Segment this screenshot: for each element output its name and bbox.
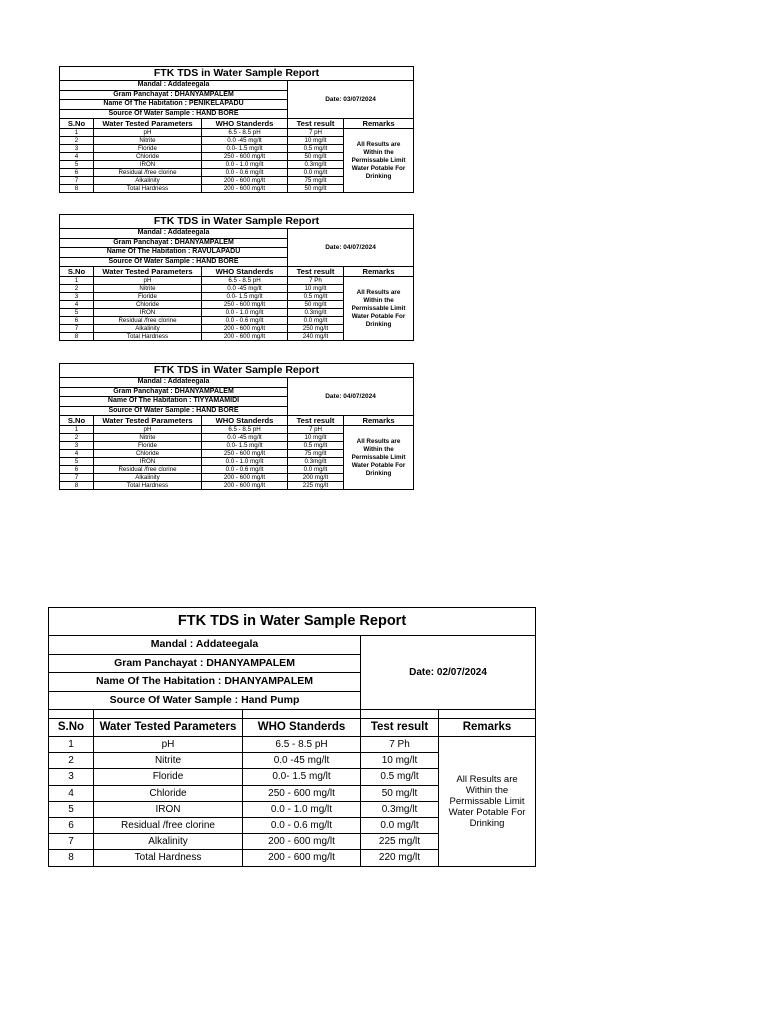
row-who-standard: 200 - 600 mg/lt xyxy=(202,177,288,185)
table-row xyxy=(49,737,536,753)
row-who-standard: 200 - 600 mg/lt xyxy=(243,834,361,850)
row-sno: 3 xyxy=(60,442,94,450)
row-sno: 4 xyxy=(60,301,94,309)
habitation-label: Name Of The Habitation : PENIKELAPADU xyxy=(60,100,288,110)
row-parameter: Floride xyxy=(94,293,202,301)
row-who-standard: 6.5 - 8.5 pH xyxy=(243,737,361,753)
row-who-standard: 0.0- 1.5 mg/lt xyxy=(202,145,288,153)
col-header-parameters: Water Tested Parameters xyxy=(94,719,243,737)
row-parameter: Nitrite xyxy=(94,753,243,769)
gram-panchayat-label: Gram Panchayat : DHANYAMPALEM xyxy=(60,238,288,248)
row-who-standard: 200 - 600 mg/lt xyxy=(202,333,288,341)
row-sno: 6 xyxy=(60,317,94,325)
row-parameter: Residual /free clorine xyxy=(94,169,202,177)
source-label: Source Of Water Sample : HAND BORE xyxy=(60,109,288,119)
row-test-result: 0.0 mg/lt xyxy=(288,466,344,474)
col-header-parameters: Water Tested Parameters xyxy=(94,119,202,129)
row-sno: 7 xyxy=(49,834,94,850)
row-test-result: 0.3mg/lt xyxy=(361,801,439,817)
row-sno: 5 xyxy=(60,309,94,317)
col-header-result: Test result xyxy=(288,267,344,277)
row-test-result: 50 mg/lt xyxy=(288,153,344,161)
row-sno: 6 xyxy=(49,818,94,834)
report-title: FTK TDS in Water Sample Report xyxy=(49,608,536,636)
row-test-result: 220 mg/lt xyxy=(361,850,439,866)
row-test-result: 0.3mg/lt xyxy=(288,458,344,466)
row-sno: 2 xyxy=(60,434,94,442)
habitation-label: Name Of The Habitation : DHANYAMPALEM xyxy=(49,673,361,692)
remarks-cell: All Results are Within the Permissable Limit Water Potable For Drinking xyxy=(439,737,536,867)
row-parameter: Chloride xyxy=(94,785,243,801)
row-sno: 1 xyxy=(49,737,94,753)
row-parameter: IRON xyxy=(94,309,202,317)
gram-panchayat-label: Gram Panchayat : DHANYAMPALEM xyxy=(49,654,361,673)
row-parameter: Residual /free clorine xyxy=(94,466,202,474)
water-report-penikelapadu xyxy=(59,66,413,193)
col-header-remarks: Remarks xyxy=(344,416,414,426)
row-sno: 4 xyxy=(60,450,94,458)
col-header-who: WHO Standerds xyxy=(202,119,288,129)
report-rows xyxy=(60,277,414,341)
row-who-standard: 0.0 - 0.6 mg/lt xyxy=(202,169,288,177)
row-who-standard: 0.0 - 1.0 mg/lt xyxy=(243,801,361,817)
water-report-dhanyampalem xyxy=(48,607,535,867)
row-who-standard: 0.0 - 1.0 mg/lt xyxy=(202,458,288,466)
remarks-cell: All Results are Within the Permissable Limit Water Potable For Drinking xyxy=(344,277,414,341)
col-header-remarks: Remarks xyxy=(439,719,536,737)
row-who-standard: 6.5 - 8.5 pH xyxy=(202,426,288,434)
row-who-standard: 200 - 600 mg/lt xyxy=(202,325,288,333)
col-header-remarks: Remarks xyxy=(344,119,414,129)
row-test-result: 225 mg/lt xyxy=(361,834,439,850)
row-who-standard: 200 - 600 mg/lt xyxy=(243,850,361,866)
row-test-result: 50 mg/lt xyxy=(361,785,439,801)
row-sno: 8 xyxy=(60,333,94,341)
row-test-result: 0.5 mg/lt xyxy=(288,145,344,153)
row-who-standard: 0.0- 1.5 mg/lt xyxy=(202,442,288,450)
row-who-standard: 250 - 600 mg/lt xyxy=(243,785,361,801)
row-sno: 8 xyxy=(49,850,94,866)
row-who-standard: 0.0 -45 mg/lt xyxy=(202,137,288,145)
report-table xyxy=(59,66,414,193)
row-parameter: IRON xyxy=(94,801,243,817)
row-sno: 7 xyxy=(60,325,94,333)
col-header-who: WHO Standerds xyxy=(243,719,361,737)
row-parameter: pH xyxy=(94,277,202,285)
row-test-result: 0.0 mg/lt xyxy=(288,169,344,177)
row-sno: 2 xyxy=(60,285,94,293)
row-test-result: 7 Ph xyxy=(288,277,344,285)
source-label: Source Of Water Sample : Hand Pump xyxy=(49,691,361,710)
row-parameter: Residual /free clorine xyxy=(94,818,243,834)
row-test-result: 7 pH xyxy=(288,426,344,434)
report-table xyxy=(59,363,414,490)
report-title: FTK TDS in Water Sample Report xyxy=(60,215,414,229)
row-parameter: IRON xyxy=(94,458,202,466)
col-header-sno: S.No xyxy=(60,119,94,129)
spacer-cell xyxy=(439,710,536,719)
row-parameter: Alkalinity xyxy=(94,325,202,333)
row-who-standard: 0.0 -45 mg/lt xyxy=(202,434,288,442)
row-who-standard: 6.5 - 8.5 pH xyxy=(202,129,288,137)
row-sno: 1 xyxy=(60,129,94,137)
report-rows xyxy=(60,129,414,193)
row-test-result: 0.3mg/lt xyxy=(288,161,344,169)
row-who-standard: 0.0 - 0.6 mg/lt xyxy=(202,466,288,474)
row-parameter: Nitrite xyxy=(94,137,202,145)
spacer-cell xyxy=(49,710,94,719)
mandal-label: Mandal : Addateegala xyxy=(49,636,361,655)
row-test-result: 225 mg/lt xyxy=(288,482,344,490)
gram-panchayat-label: Gram Panchayat : DHANYAMPALEM xyxy=(60,387,288,397)
row-test-result: 0.0 mg/lt xyxy=(288,317,344,325)
source-label: Source Of Water Sample : HAND BORE xyxy=(60,257,288,267)
report-title: FTK TDS in Water Sample Report xyxy=(60,364,414,378)
mandal-label: Mandal : Addateegala xyxy=(60,81,288,91)
row-parameter: Chloride xyxy=(94,153,202,161)
row-who-standard: 0.0 - 1.0 mg/lt xyxy=(202,309,288,317)
row-sno: 8 xyxy=(60,482,94,490)
row-who-standard: 0.0 -45 mg/lt xyxy=(243,753,361,769)
row-who-standard: 0.0- 1.5 mg/lt xyxy=(202,293,288,301)
row-sno: 8 xyxy=(60,185,94,193)
row-sno: 3 xyxy=(60,145,94,153)
row-sno: 4 xyxy=(49,785,94,801)
row-test-result: 7 pH xyxy=(288,129,344,137)
row-parameter: Alkalinity xyxy=(94,474,202,482)
row-parameter: Residual /free clorine xyxy=(94,317,202,325)
row-sno: 1 xyxy=(60,277,94,285)
row-test-result: 50 mg/lt xyxy=(288,185,344,193)
row-who-standard: 0.0 - 0.6 mg/lt xyxy=(243,818,361,834)
row-who-standard: 200 - 600 mg/lt xyxy=(202,474,288,482)
col-header-result: Test result xyxy=(361,719,439,737)
row-parameter: Total Hardness xyxy=(94,333,202,341)
row-parameter: pH xyxy=(94,737,243,753)
row-sno: 5 xyxy=(60,161,94,169)
row-who-standard: 0.0 - 1.0 mg/lt xyxy=(202,161,288,169)
row-parameter: Floride xyxy=(94,145,202,153)
row-test-result: 10 mg/lt xyxy=(361,753,439,769)
row-test-result: 10 mg/lt xyxy=(288,434,344,442)
row-who-standard: 0.0 -45 mg/lt xyxy=(202,285,288,293)
col-header-who: WHO Standerds xyxy=(202,267,288,277)
col-header-who: WHO Standerds xyxy=(202,416,288,426)
row-sno: 6 xyxy=(60,466,94,474)
report-date: Date: 04/07/2024 xyxy=(288,229,414,267)
spacer-cell xyxy=(243,710,361,719)
row-parameter: Floride xyxy=(94,769,243,785)
row-test-result: 0.5 mg/lt xyxy=(288,442,344,450)
row-parameter: pH xyxy=(94,129,202,137)
row-parameter: Total Hardness xyxy=(94,850,243,866)
report-rows xyxy=(49,737,536,867)
row-sno: 3 xyxy=(49,769,94,785)
row-sno: 2 xyxy=(49,753,94,769)
report-table xyxy=(59,214,414,341)
row-who-standard: 6.5 - 8.5 pH xyxy=(202,277,288,285)
row-who-standard: 200 - 600 mg/lt xyxy=(202,482,288,490)
row-parameter: Total Hardness xyxy=(94,482,202,490)
row-test-result: 0.3mg/lt xyxy=(288,309,344,317)
row-parameter: Alkalinity xyxy=(94,834,243,850)
row-parameter: Chloride xyxy=(94,301,202,309)
row-sno: 6 xyxy=(60,169,94,177)
row-sno: 1 xyxy=(60,426,94,434)
report-date: Date: 02/07/2024 xyxy=(361,636,536,710)
row-parameter: Chloride xyxy=(94,450,202,458)
row-parameter: Nitrite xyxy=(94,434,202,442)
report-table xyxy=(48,607,536,867)
col-header-sno: S.No xyxy=(60,267,94,277)
row-parameter: IRON xyxy=(94,161,202,169)
col-header-result: Test result xyxy=(288,416,344,426)
row-sno: 4 xyxy=(60,153,94,161)
row-who-standard: 0.0 - 0.6 mg/lt xyxy=(202,317,288,325)
row-test-result: 10 mg/lt xyxy=(288,285,344,293)
row-parameter: Floride xyxy=(94,442,202,450)
report-rows xyxy=(60,426,414,490)
row-test-result: 0.5 mg/lt xyxy=(288,293,344,301)
row-sno: 3 xyxy=(60,293,94,301)
water-report-ravulapadu xyxy=(59,214,413,341)
table-row xyxy=(60,129,414,137)
row-parameter: Nitrite xyxy=(94,285,202,293)
report-date: Date: 04/07/2024 xyxy=(288,378,414,416)
row-test-result: 250 mg/lt xyxy=(288,325,344,333)
col-header-sno: S.No xyxy=(60,416,94,426)
row-who-standard: 250 - 600 mg/lt xyxy=(202,153,288,161)
gram-panchayat-label: Gram Panchayat : DHANYAMPALEM xyxy=(60,90,288,100)
row-sno: 2 xyxy=(60,137,94,145)
row-who-standard: 200 - 600 mg/lt xyxy=(202,185,288,193)
row-who-standard: 250 - 600 mg/lt xyxy=(202,301,288,309)
row-sno: 5 xyxy=(49,801,94,817)
remarks-cell: All Results are Within the Permissable Limit Water Potable For Drinking xyxy=(344,426,414,490)
row-who-standard: 0.0- 1.5 mg/lt xyxy=(243,769,361,785)
row-sno: 7 xyxy=(60,474,94,482)
habitation-label: Name Of The Habitation : RAVULAPADU xyxy=(60,248,288,258)
row-test-result: 10 mg/lt xyxy=(288,137,344,145)
table-row xyxy=(60,277,414,285)
row-sno: 5 xyxy=(60,458,94,466)
report-title: FTK TDS in Water Sample Report xyxy=(60,67,414,81)
habitation-label: Name Of The Habitation : TIYYAMAMIDI xyxy=(60,397,288,407)
row-who-standard: 250 - 600 mg/lt xyxy=(202,450,288,458)
col-header-parameters: Water Tested Parameters xyxy=(94,416,202,426)
row-test-result: 0.5 mg/lt xyxy=(361,769,439,785)
table-row xyxy=(60,426,414,434)
col-header-parameters: Water Tested Parameters xyxy=(94,267,202,277)
spacer-cell xyxy=(94,710,243,719)
report-date: Date: 03/07/2024 xyxy=(288,81,414,119)
remarks-cell: All Results are Within the Permissable Limit Water Potable For Drinking xyxy=(344,129,414,193)
mandal-label: Mandal : Addateegala xyxy=(60,378,288,388)
row-test-result: 0.0 mg/lt xyxy=(361,818,439,834)
row-test-result: 75 mg/lt xyxy=(288,450,344,458)
spacer-cell xyxy=(361,710,439,719)
row-parameter: Alkalinity xyxy=(94,177,202,185)
row-test-result: 50 mg/lt xyxy=(288,301,344,309)
row-sno: 7 xyxy=(60,177,94,185)
col-header-result: Test result xyxy=(288,119,344,129)
row-parameter: pH xyxy=(94,426,202,434)
col-header-sno: S.No xyxy=(49,719,94,737)
mandal-label: Mandal : Addateegala xyxy=(60,229,288,239)
row-parameter: Total Hardness xyxy=(94,185,202,193)
col-header-remarks: Remarks xyxy=(344,267,414,277)
row-test-result: 200 mg/lt xyxy=(288,474,344,482)
water-report-tiyyamamidi xyxy=(59,363,413,490)
row-test-result: 75 mg/lt xyxy=(288,177,344,185)
source-label: Source Of Water Sample : HAND BORE xyxy=(60,406,288,416)
row-test-result: 7 Ph xyxy=(361,737,439,753)
row-test-result: 240 mg/lt xyxy=(288,333,344,341)
